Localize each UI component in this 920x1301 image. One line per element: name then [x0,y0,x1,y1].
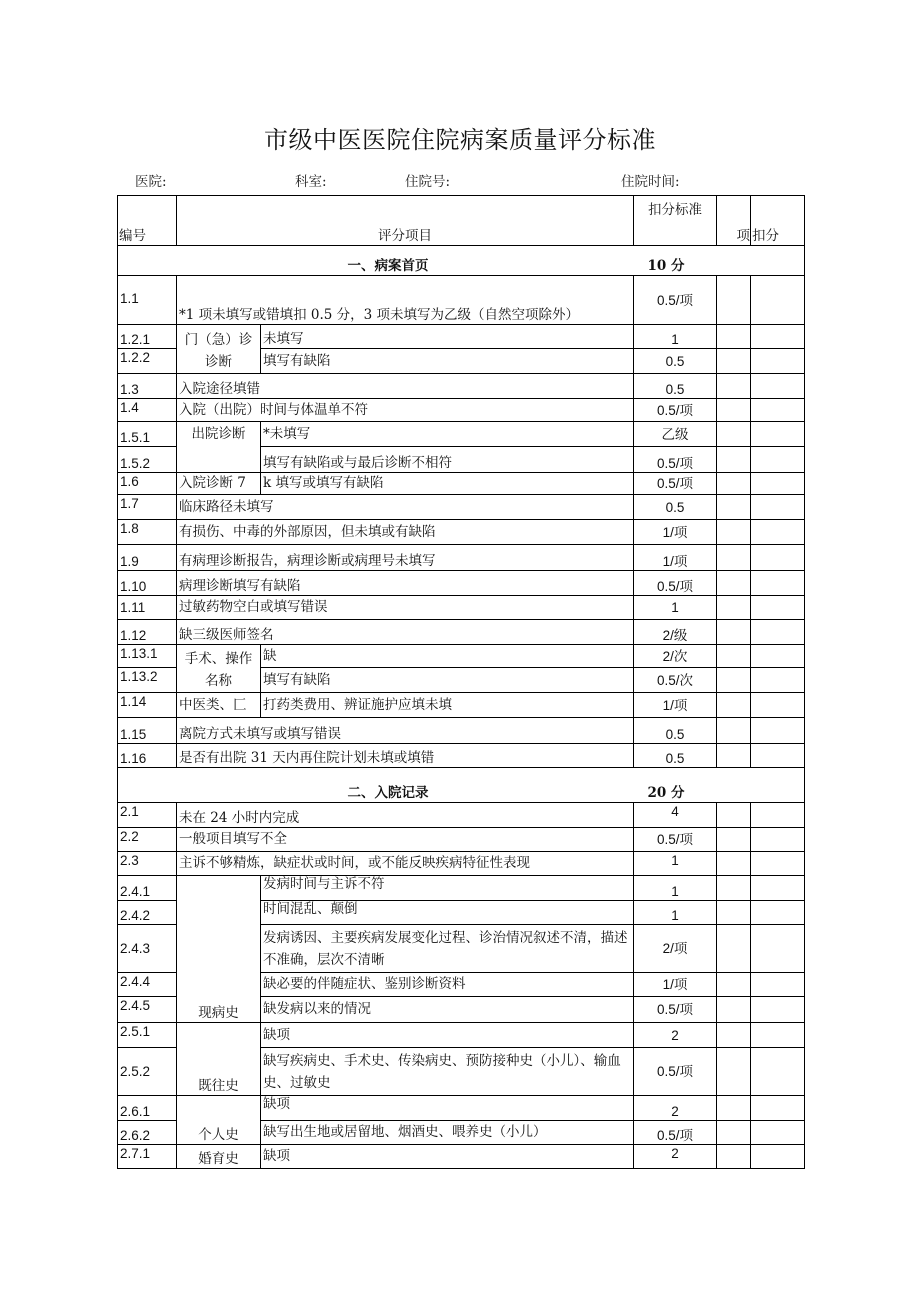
row-deduction-cell[interactable] [751,803,805,828]
row-count-cell[interactable] [717,422,751,447]
admission-time-label: 住院时间: [621,174,680,190]
row-deduction-cell[interactable] [751,1023,805,1048]
row-item: *未填写 [261,422,634,447]
row-standard: 1 [634,876,717,901]
row-standard: 0.5 [634,718,717,744]
row-standard: 0.5 [634,744,717,768]
department-label: 科室: [295,174,327,190]
row-deduction-cell[interactable] [751,473,805,495]
column-header-item: 评分项目 [177,196,634,246]
row-item: 填写有缺陷 [261,349,634,374]
row-standard: 0.5/项 [634,276,717,325]
row-deduction-cell[interactable] [751,876,805,901]
row-standard: 0.5/次 [634,668,717,693]
row-number: 2.4.4 [118,973,177,997]
row-number: 1.4 [118,399,177,422]
row-number: 1.2.2 [118,349,177,374]
table-row [118,1096,805,1121]
table-row [118,520,805,545]
row-item: 有病理诊断报告，病理诊断或病理号未填写 [177,545,634,571]
table-row [118,473,805,495]
row-item: 入院（出院）时间与体温单不符 [177,399,634,422]
column-header-number: 编号 [118,196,177,246]
row-deduction-cell[interactable] [751,1121,805,1145]
row-deduction-cell[interactable] [751,447,805,473]
row-deduction-cell[interactable] [751,571,805,596]
row-item: 有损伤、中毒的外部原因，但未填或有缺陷 [177,520,634,545]
row-deduction-cell[interactable] [751,374,805,399]
table-row [118,803,805,828]
table-row [118,422,805,447]
row-number: 2.2 [118,828,177,852]
column-header-count: 项 [717,196,751,246]
row-count-cell[interactable] [717,718,751,744]
row-deduction-cell[interactable] [751,620,805,645]
row-deduction-cell[interactable] [751,1096,805,1121]
section-row [118,246,805,276]
table-row [118,744,805,768]
table-row [118,620,805,645]
row-item: 填写有缺陷或与最后诊断不相符 [261,447,634,473]
row-deduction-cell[interactable] [751,276,805,325]
row-deduction-cell[interactable] [751,718,805,744]
row-deduction-cell[interactable] [751,1145,805,1169]
group-label: 出院诊断 [177,422,261,473]
column-header-deduction: 扣分 [751,196,805,246]
row-standard: 2 [634,1145,717,1169]
row-deduction-cell[interactable] [751,852,805,876]
section-row [118,768,805,803]
row-number: 2.6.2 [118,1121,177,1145]
row-count-cell[interactable] [717,571,751,596]
row-standard: 1/项 [634,693,717,718]
row-standard: 0.5/项 [634,447,717,473]
row-item: 病理诊断填写有缺陷 [177,571,634,596]
row-number: 1.8 [118,520,177,545]
row-number: 2.1 [118,803,177,828]
row-item: 入院途径填错 [177,374,634,399]
row-count-cell[interactable] [717,276,751,325]
section-score: 10 分 [647,258,685,274]
row-deduction-cell[interactable] [751,645,805,668]
row-item: *1 项未填写或错填扣 0.5 分，3 项未填写为乙级（自然空项除外） [177,276,634,325]
row-item-prefix: 入院诊断 7 [177,473,261,495]
row-deduction-cell[interactable] [751,997,805,1023]
table-row [118,718,805,744]
row-item: 缺项 [261,1145,634,1169]
row-number: 1.7 [118,495,177,520]
row-standard: 0.5/项 [634,1048,717,1096]
row-number: 2.7.1 [118,1145,177,1169]
row-deduction-cell[interactable] [751,925,805,973]
group-label: 门（急）诊诊断 [177,325,261,374]
row-deduction-cell[interactable] [751,422,805,447]
row-number: 2.3 [118,852,177,876]
row-deduction-cell[interactable] [751,495,805,520]
row-item: 一般项目填写不全 [177,828,634,852]
row-number: 1.13.2 [118,668,177,693]
row-standard: 0.5/项 [634,571,717,596]
table-row [118,693,805,718]
row-deduction-cell[interactable] [751,744,805,768]
row-count-cell[interactable] [717,803,751,828]
row-count-cell[interactable] [717,744,751,768]
row-number: 2.4.2 [118,901,177,925]
row-standard: 1/项 [634,973,717,997]
row-deduction-cell[interactable] [751,349,805,374]
table-row [118,325,805,349]
scoring-table [117,195,805,1169]
row-number: 1.13.1 [118,645,177,668]
table-row [118,1023,805,1048]
row-count-cell[interactable] [717,620,751,645]
row-number: 1.5.1 [118,422,177,447]
row-standard: 0.5/项 [634,1121,717,1145]
table-row [118,276,805,325]
table-row [118,399,805,422]
row-item: 发病时间与主诉不符 [261,876,634,901]
row-count-cell[interactable] [717,997,751,1023]
row-count-cell[interactable] [717,399,751,422]
row-standard: 1 [634,596,717,620]
row-count-cell[interactable] [717,1048,751,1096]
row-item: 缺三级医师签名 [177,620,634,645]
row-standard: 0.5 [634,495,717,520]
row-item: 缺写疾病史、手术史、传染病史、预防接种史（小儿）、输血史、过敏史 [261,1048,634,1096]
row-standard: 0.5 [634,374,717,399]
row-number: 1.2.1 [118,325,177,349]
row-count-cell[interactable] [717,645,751,668]
table-row [118,571,805,596]
table-row [118,596,805,620]
row-item: 缺项 [261,1096,634,1121]
row-standard: 2/项 [634,925,717,973]
row-item: 缺项 [261,1023,634,1048]
group-label: 既往史 [177,1023,261,1096]
row-count-cell[interactable] [717,852,751,876]
row-item: 缺发病以来的情况 [261,997,634,1023]
row-item: 临床路径未填写 [177,495,634,520]
row-item: 填写有缺陷 [261,668,634,693]
row-item: 打药类费用、辨证施护应填未填 [261,693,634,718]
row-number: 2.4.3 [118,925,177,973]
row-number: 1.9 [118,545,177,571]
table-row [118,828,805,852]
table-row [118,876,805,901]
row-standard: 1 [634,901,717,925]
column-header-standard: 扣分标准 [634,196,717,246]
row-count-cell[interactable] [717,495,751,520]
row-count-cell[interactable] [717,545,751,571]
row-count-cell[interactable] [717,668,751,693]
row-standard: 0.5/项 [634,473,717,495]
row-count-cell[interactable] [717,473,751,495]
row-standard: 4 [634,803,717,828]
hospital-label: 医院: [135,174,167,190]
table-row [118,1145,805,1169]
row-count-cell[interactable] [717,1023,751,1048]
row-number: 1.10 [118,571,177,596]
row-number: 1.11 [118,596,177,620]
row-count-cell[interactable] [717,901,751,925]
row-standard: 0.5/项 [634,399,717,422]
row-deduction-cell[interactable] [751,596,805,620]
row-standard: 0.5/项 [634,997,717,1023]
table-header-row [118,196,805,246]
row-item: 离院方式未填写或填写错误 [177,718,634,744]
row-item: k 填写或填写有缺陷 [261,473,634,495]
table-row [118,852,805,876]
row-standard: 2/级 [634,620,717,645]
row-standard: 0.5/项 [634,828,717,852]
group-label: 现病史 [177,876,261,1023]
row-item-prefix: 中医类、匚 [177,693,261,718]
admission-number-label: 住院号: [405,174,451,190]
table-row [118,545,805,571]
row-number: 2.6.1 [118,1096,177,1121]
row-count-cell[interactable] [717,1096,751,1121]
row-standard: 2 [634,1096,717,1121]
row-number: 2.5.1 [118,1023,177,1048]
row-item: 发病诱因、主要疾病发展变化过程、诊治情况叙述不清，描述不准确，层次不清晰 [261,925,634,973]
row-item: 时间混乱、颠倒 [261,901,634,925]
row-number: 1.3 [118,374,177,399]
group-label: 手术、操作名称 [177,645,261,693]
row-deduction-cell[interactable] [751,828,805,852]
row-deduction-cell[interactable] [751,901,805,925]
row-number: 1.15 [118,718,177,744]
row-standard: 2 [634,1023,717,1048]
row-number: 2.5.2 [118,1048,177,1096]
row-standard: 乙级 [634,422,717,447]
row-number: 1.14 [118,693,177,718]
row-deduction-cell[interactable] [751,520,805,545]
row-count-cell[interactable] [717,693,751,718]
row-item: 未在 24 小时内完成 [177,803,634,828]
row-standard: 1 [634,852,717,876]
row-item: 缺 [261,645,634,668]
row-count-cell[interactable] [717,828,751,852]
row-number: 1.12 [118,620,177,645]
row-count-cell[interactable] [717,349,751,374]
row-count-cell[interactable] [717,1145,751,1169]
row-count-cell[interactable] [717,596,751,620]
row-deduction-cell[interactable] [751,399,805,422]
row-count-cell[interactable] [717,374,751,399]
table-row [118,374,805,399]
row-item: 是否有出院 31 天内再住院计划未填或填错 [177,744,634,768]
row-deduction-cell[interactable] [751,325,805,349]
row-item: 主诉不够精炼，缺症状或时间，或不能反映疾病特征性表现 [177,852,634,876]
row-item: 未填写 [261,325,634,349]
row-number: 1.6 [118,473,177,495]
row-deduction-cell[interactable] [751,1048,805,1096]
row-number: 2.4.5 [118,997,177,1023]
group-label: 个人史 [177,1096,261,1145]
row-count-cell[interactable] [717,876,751,901]
row-item: 缺写出生地或居留地、烟酒史、喂养史（小儿） [261,1121,634,1145]
section-title: 二、入院记录 [347,785,429,801]
row-standard: 1/项 [634,520,717,545]
row-standard: 2/次 [634,645,717,668]
section-title: 一、病案首页 [347,258,429,274]
table-row [118,645,805,668]
row-item: 过敏药物空白或填写错误 [177,596,634,620]
row-count-cell[interactable] [717,447,751,473]
row-number: 1.16 [118,744,177,768]
row-deduction-cell[interactable] [751,693,805,718]
row-count-cell[interactable] [717,520,751,545]
row-item: 缺必要的伴随症状、鉴别诊断资料 [261,973,634,997]
group-label: 婚育史 [177,1145,261,1169]
row-deduction-cell[interactable] [751,545,805,571]
row-standard: 0.5 [634,349,717,374]
row-count-cell[interactable] [717,925,751,973]
table-row [118,495,805,520]
row-count-cell[interactable] [717,1121,751,1145]
row-standard: 1/项 [634,545,717,571]
row-number: 1.1 [118,276,177,325]
section-score: 20 分 [647,785,685,801]
row-count-cell[interactable] [717,325,751,349]
page-title: 市级中医医院住院病案质量评分标准 [264,126,656,154]
row-count-cell[interactable] [717,973,751,997]
row-standard: 1 [634,325,717,349]
row-number: 1.5.2 [118,447,177,473]
row-deduction-cell[interactable] [751,668,805,693]
row-number: 2.4.1 [118,876,177,901]
row-deduction-cell[interactable] [751,973,805,997]
